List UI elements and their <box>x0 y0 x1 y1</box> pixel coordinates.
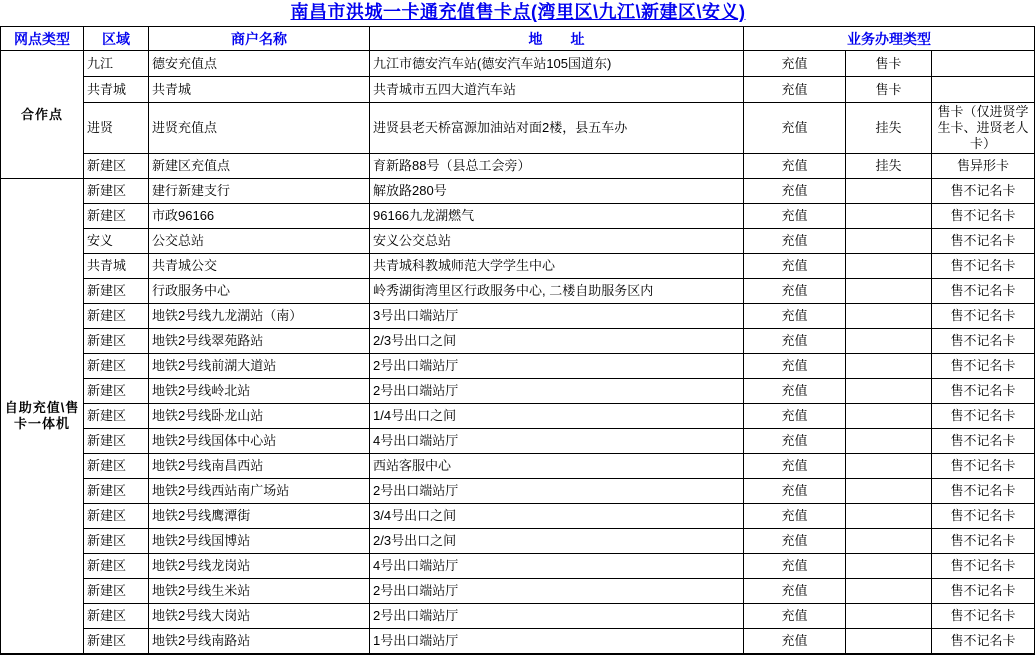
merchant-cell: 德安充值点 <box>149 51 370 77</box>
table-row <box>1 154 1035 179</box>
service-cell <box>846 554 932 579</box>
service-cell: 挂失 <box>846 103 932 154</box>
table-row <box>1 554 1035 579</box>
region-cell: 新建区 <box>84 454 149 479</box>
service-cell: 充值 <box>744 429 846 454</box>
column-header-region: 区域 <box>84 27 149 51</box>
service-cell: 售卡 <box>846 77 932 103</box>
merchant-cell: 地铁2号线南昌西站 <box>149 454 370 479</box>
table-row <box>1 304 1035 329</box>
service-cell <box>846 379 932 404</box>
service-cell: 售不记名卡 <box>932 229 1035 254</box>
address-cell: 进贤县老天桥富源加油站对面2楼，县五车办 <box>370 103 744 154</box>
region-cell: 新建区 <box>84 154 149 179</box>
address-cell: 九江市德安汽车站(德安汽车站105国道东) <box>370 51 744 77</box>
table-row <box>1 103 1035 154</box>
service-cell: 售不记名卡 <box>932 454 1035 479</box>
service-cell: 售不记名卡 <box>932 554 1035 579</box>
table-row <box>1 454 1035 479</box>
region-cell: 新建区 <box>84 579 149 604</box>
service-cell: 售不记名卡 <box>932 529 1035 554</box>
service-cell: 充值 <box>744 554 846 579</box>
service-cell: 充值 <box>744 154 846 179</box>
address-cell: 4号出口端站厅 <box>370 429 744 454</box>
region-cell: 共青城 <box>84 254 149 279</box>
table-body <box>1 51 1035 654</box>
service-cell: 售不记名卡 <box>932 579 1035 604</box>
column-header-address: 地 址 <box>370 27 744 51</box>
service-cell: 售卡 <box>846 51 932 77</box>
service-cell: 充值 <box>744 77 846 103</box>
service-cell <box>932 51 1035 77</box>
address-cell: 2号出口端站厅 <box>370 604 744 629</box>
region-cell: 新建区 <box>84 279 149 304</box>
table-row <box>1 204 1035 229</box>
service-cell <box>846 254 932 279</box>
region-cell: 新建区 <box>84 629 149 654</box>
service-cell: 售不记名卡 <box>932 379 1035 404</box>
service-cell <box>932 77 1035 103</box>
service-cell: 售不记名卡 <box>932 254 1035 279</box>
column-header-network-type: 网点类型 <box>1 27 84 51</box>
service-cell: 售不记名卡 <box>932 304 1035 329</box>
service-cell: 充值 <box>744 479 846 504</box>
merchant-cell: 进贤充值点 <box>149 103 370 154</box>
address-cell: 96166九龙湖燃气 <box>370 204 744 229</box>
service-cell: 充值 <box>744 379 846 404</box>
service-cell <box>846 279 932 304</box>
service-cell: 售不记名卡 <box>932 179 1035 204</box>
service-cell: 售不记名卡 <box>932 204 1035 229</box>
region-cell: 新建区 <box>84 329 149 354</box>
merchant-cell: 地铁2号线九龙湖站（南） <box>149 304 370 329</box>
group-label: 合作点 <box>1 51 84 179</box>
service-cell: 充值 <box>744 254 846 279</box>
group-label: 自助充值\售卡一体机 <box>1 179 84 654</box>
table-row <box>1 51 1035 77</box>
merchant-cell: 新建区充值点 <box>149 154 370 179</box>
region-cell: 新建区 <box>84 529 149 554</box>
region-cell: 新建区 <box>84 604 149 629</box>
table-row <box>1 629 1035 654</box>
region-cell: 新建区 <box>84 404 149 429</box>
merchant-cell: 公交总站 <box>149 229 370 254</box>
address-cell: 西站客服中心 <box>370 454 744 479</box>
service-cell: 充值 <box>744 354 846 379</box>
service-cell: 充值 <box>744 51 846 77</box>
address-cell: 安义公交总站 <box>370 229 744 254</box>
service-cell: 售不记名卡 <box>932 429 1035 454</box>
region-cell: 新建区 <box>84 504 149 529</box>
service-cell: 售不记名卡 <box>932 479 1035 504</box>
address-cell: 2号出口端站厅 <box>370 579 744 604</box>
column-header-merchant: 商户名称 <box>149 27 370 51</box>
service-cell <box>846 529 932 554</box>
service-cell: 售不记名卡 <box>932 504 1035 529</box>
merchant-cell: 建行新建支行 <box>149 179 370 204</box>
address-cell: 2/3号出口之间 <box>370 529 744 554</box>
service-cell <box>846 179 932 204</box>
table-row <box>1 604 1035 629</box>
merchant-cell: 共青城 <box>149 77 370 103</box>
service-cell <box>846 604 932 629</box>
address-cell: 岭秀湖街湾里区行政服务中心, 二楼自助服务区内 <box>370 279 744 304</box>
table-row <box>1 229 1035 254</box>
address-cell: 共青城市五四大道汽车站 <box>370 77 744 103</box>
service-cell: 充值 <box>744 529 846 554</box>
merchant-cell: 地铁2号线前湖大道站 <box>149 354 370 379</box>
region-cell: 安义 <box>84 229 149 254</box>
merchant-cell: 地铁2号线西站南广场站 <box>149 479 370 504</box>
service-cell: 充值 <box>744 454 846 479</box>
service-cell: 售卡（仅进贤学生卡、进贤老人卡） <box>932 103 1035 154</box>
table-row <box>1 529 1035 554</box>
service-cell <box>846 404 932 429</box>
service-cell: 充值 <box>744 579 846 604</box>
table-row <box>1 404 1035 429</box>
service-cell: 售不记名卡 <box>932 404 1035 429</box>
merchant-cell: 行政服务中心 <box>149 279 370 304</box>
table-row <box>1 77 1035 103</box>
service-cell: 挂失 <box>846 154 932 179</box>
address-cell: 2/3号出口之间 <box>370 329 744 354</box>
merchant-cell: 市政96166 <box>149 204 370 229</box>
service-cell: 充值 <box>744 404 846 429</box>
region-cell: 新建区 <box>84 179 149 204</box>
region-cell: 新建区 <box>84 429 149 454</box>
region-cell: 新建区 <box>84 354 149 379</box>
service-cell: 充值 <box>744 179 846 204</box>
network-table <box>0 26 1035 655</box>
merchant-cell: 地铁2号线大岗站 <box>149 604 370 629</box>
region-cell: 新建区 <box>84 379 149 404</box>
table-header-row <box>1 27 1035 51</box>
service-cell: 充值 <box>744 304 846 329</box>
merchant-cell: 地铁2号线生米站 <box>149 579 370 604</box>
region-cell: 新建区 <box>84 304 149 329</box>
merchant-cell: 地铁2号线卧龙山站 <box>149 404 370 429</box>
service-cell <box>846 229 932 254</box>
service-cell <box>846 504 932 529</box>
service-cell <box>846 329 932 354</box>
merchant-cell: 地铁2号线翠苑路站 <box>149 329 370 354</box>
service-cell <box>846 479 932 504</box>
table-row <box>1 504 1035 529</box>
table-row <box>1 354 1035 379</box>
address-cell: 解放路280号 <box>370 179 744 204</box>
address-cell: 育新路88号（县总工会旁） <box>370 154 744 179</box>
address-cell: 3号出口端站厅 <box>370 304 744 329</box>
service-cell: 售不记名卡 <box>932 629 1035 654</box>
merchant-cell: 地铁2号线国博站 <box>149 529 370 554</box>
table-row <box>1 379 1035 404</box>
address-cell: 4号出口端站厅 <box>370 554 744 579</box>
service-cell: 充值 <box>744 604 846 629</box>
address-cell: 3/4号出口之间 <box>370 504 744 529</box>
address-cell: 2号出口端站厅 <box>370 354 744 379</box>
service-cell <box>846 579 932 604</box>
service-cell: 充值 <box>744 229 846 254</box>
service-cell <box>846 204 932 229</box>
region-cell: 新建区 <box>84 479 149 504</box>
service-cell: 充值 <box>744 329 846 354</box>
service-cell <box>846 629 932 654</box>
region-cell: 进贤 <box>84 103 149 154</box>
region-cell: 共青城 <box>84 77 149 103</box>
merchant-cell: 地铁2号线南路站 <box>149 629 370 654</box>
table-row <box>1 479 1035 504</box>
table-row <box>1 179 1035 204</box>
region-cell: 新建区 <box>84 554 149 579</box>
service-cell: 充值 <box>744 629 846 654</box>
address-cell: 2号出口端站厅 <box>370 379 744 404</box>
page-title: 南昌市洪城一卡通充值售卡点(湾里区\九江\新建区\安义) <box>290 2 746 22</box>
service-cell <box>846 429 932 454</box>
service-cell <box>846 304 932 329</box>
merchant-cell: 地铁2号线龙岗站 <box>149 554 370 579</box>
table-row <box>1 579 1035 604</box>
address-cell: 1号出口端站厅 <box>370 629 744 654</box>
table-row <box>1 279 1035 304</box>
table-row <box>1 329 1035 354</box>
service-cell: 售不记名卡 <box>932 604 1035 629</box>
region-cell: 九江 <box>84 51 149 77</box>
service-cell <box>846 454 932 479</box>
service-cell: 售不记名卡 <box>932 329 1035 354</box>
address-cell: 1/4号出口之间 <box>370 404 744 429</box>
address-cell: 2号出口端站厅 <box>370 479 744 504</box>
merchant-cell: 地铁2号线岭北站 <box>149 379 370 404</box>
merchant-cell: 共青城公交 <box>149 254 370 279</box>
merchant-cell: 地铁2号线鹰潭街 <box>149 504 370 529</box>
address-cell: 共青城科教城师范大学学生中心 <box>370 254 744 279</box>
service-cell: 售异形卡 <box>932 154 1035 179</box>
service-cell <box>846 354 932 379</box>
service-cell: 充值 <box>744 504 846 529</box>
service-cell: 充值 <box>744 204 846 229</box>
service-cell: 充值 <box>744 279 846 304</box>
table-row <box>1 254 1035 279</box>
table-row <box>1 429 1035 454</box>
service-cell: 售不记名卡 <box>932 279 1035 304</box>
column-header-service-type: 业务办理类型 <box>744 27 1035 51</box>
merchant-cell: 地铁2号线国体中心站 <box>149 429 370 454</box>
service-cell: 售不记名卡 <box>932 354 1035 379</box>
region-cell: 新建区 <box>84 204 149 229</box>
service-cell: 充值 <box>744 103 846 154</box>
